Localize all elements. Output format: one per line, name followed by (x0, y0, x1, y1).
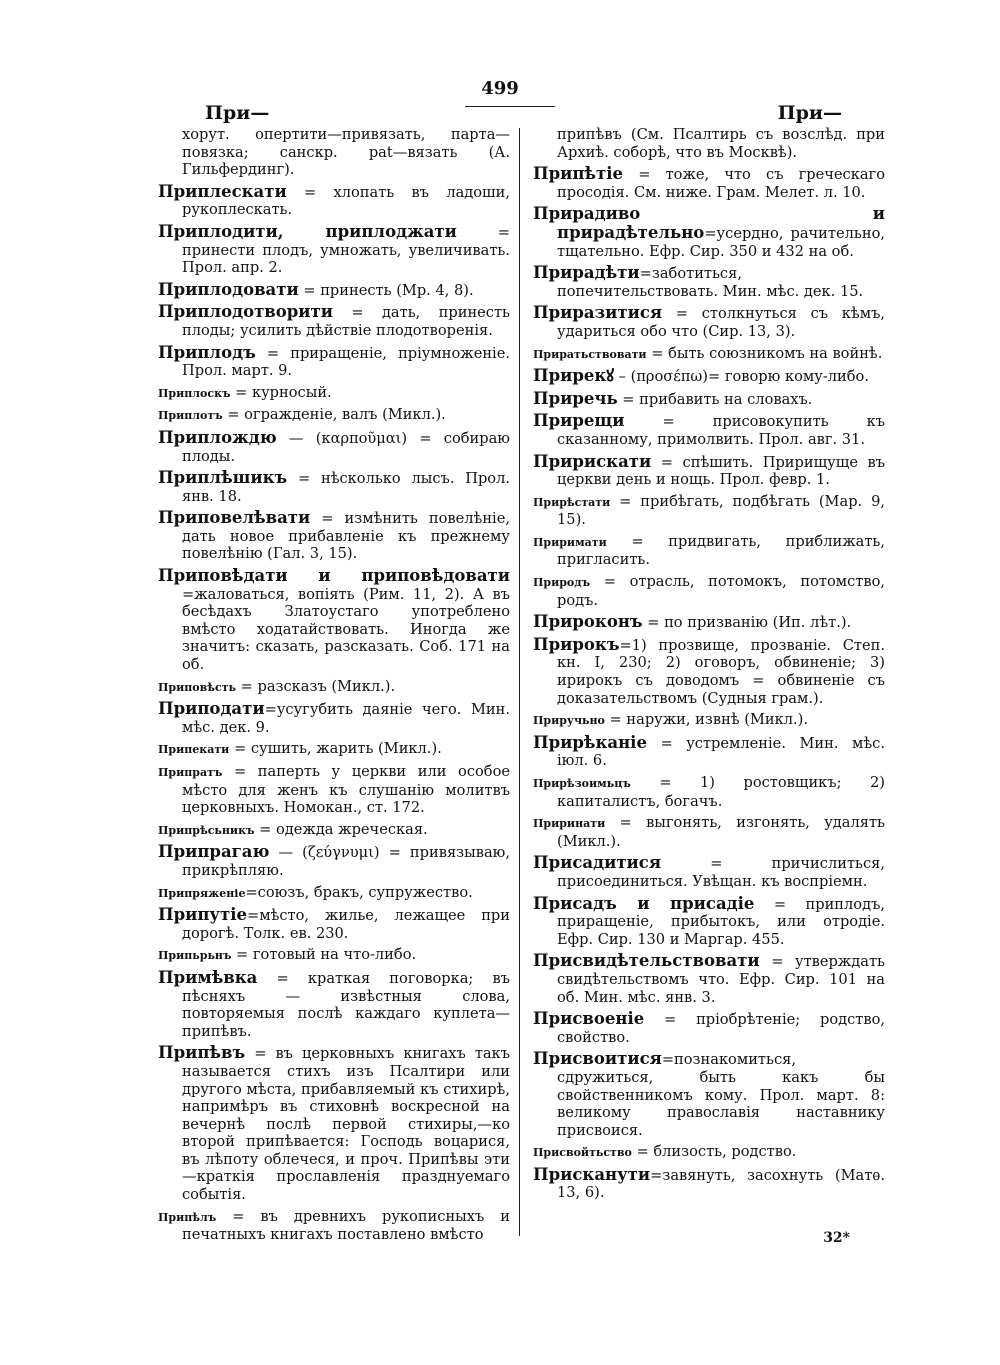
signature-mark: 32* (823, 1230, 850, 1246)
entry-definition: = краткая поговорка; въ пѣсняхъ — извѣстныя слова, повторяемыя послѣ каждаго куплета—припѣвъ. (182, 969, 510, 1040)
dictionary-entry (158, 946, 510, 965)
entry-headword: Приратьствовати (533, 347, 647, 361)
entry-definition: =завянуть, засохнуть (Матѳ. 13, 6). (557, 1166, 885, 1202)
running-head-right: При— (777, 102, 842, 124)
dictionary-entry (158, 223, 510, 277)
entry-headword: Приплѣшикъ (158, 468, 288, 488)
entry-definition: = одежда жреческая. (254, 820, 428, 838)
entry-headword: Припряженіе (158, 886, 246, 900)
entry-headword: Приподати (158, 699, 265, 719)
entry-definition: = спѣшить. Пририщуще въ церкви день и нощь. Прол. февр. 1. (557, 453, 885, 489)
dictionary-entry (533, 854, 885, 890)
dictionary-entry (533, 1143, 885, 1162)
entry-definition: = измѣнить повелѣніе, дать новое прибавленіе къ прежнему повелѣнію (Гал. 3, 15). (182, 510, 510, 563)
dictionary-entry (158, 821, 510, 840)
dictionary-entry (533, 1166, 885, 1202)
entry-definition: = дать, принесть плоды; усилить дѣйствіе плодотворенія. (182, 304, 510, 339)
entry-definition: = въ древнихъ рукописныхъ и печатныхъ книгахъ поставлено вмѣсто (182, 1207, 510, 1244)
entry-headword: Природъ (533, 576, 591, 590)
entry-definition: = приращеніе, пріумноженіе. Прол. март. 9. (182, 344, 510, 380)
entry-headword: Присвидѣтельствовати (533, 951, 760, 971)
dictionary-entry (533, 304, 885, 340)
entry-definition: = присовокупить къ сказанному, примолвить. Прол. авг. 31. (557, 413, 885, 448)
entry-definition: = готовый на что-либо. (231, 946, 417, 964)
entry-definition: – (προσέπω)= говорю кому-либо. (614, 368, 869, 386)
entry-headword: Приповелѣвати (158, 508, 311, 528)
entry-definition: = огражденіе, валъ (Микл.). (222, 406, 446, 424)
entry-definition: = близость, родство. (631, 1143, 797, 1161)
entry-definition: = хлопать въ ладоши, рукоплескать. (182, 183, 510, 219)
entry-headword: Припрѣсьникъ (158, 823, 255, 837)
dictionary-entry (533, 264, 885, 300)
dictionary-entry (158, 429, 510, 465)
entry-headword: Припекати (158, 743, 230, 757)
entry-definition: = паперть у церкви или особое мѣсто для женъ къ слушанію молитвъ церковныхъ. Номокан., ст. 172. (182, 763, 510, 817)
entry-headword: Прирокъ (533, 634, 620, 654)
entry-headword: Присвоитися (533, 1049, 662, 1069)
dictionary-entry (158, 740, 510, 759)
entry-definition: = отрасль, потомокъ, потомство, родъ. (557, 573, 885, 609)
entry-headword: Приримати (533, 535, 607, 549)
dictionary-entry (158, 469, 510, 505)
entry-headword: Присадъ и присадіе (533, 893, 755, 913)
entry-headword: Приплескати (158, 181, 287, 201)
entry-headword: Припѣтіе (533, 164, 624, 184)
entry-definition: = столкнуться съ кѣмъ, удариться обо что (Сир. 13, 3). (557, 305, 885, 340)
dictionary-entry (158, 509, 510, 563)
dictionary-entry (158, 763, 510, 817)
entry-headword: Присадитися (533, 853, 662, 873)
entry-headword: Прирѣстати (533, 495, 611, 509)
entry-headword: Приплождю (158, 427, 277, 447)
dictionary-entry (533, 367, 885, 386)
entry-definition: =познакомиться, сдружиться, быть какъ бы свойственникомъ кому. Прол. март. 8: великому православія наставнику присвоися. (557, 1051, 885, 1139)
entry-headword: Приплоскъ (158, 386, 231, 400)
dictionary-entry (533, 390, 885, 409)
column-divider (519, 128, 520, 1236)
entry-definition: =жаловаться, вопіять (Рим. 11, 2). А въ бесѣдахъ Златоустаго употреблено вмѣсто ходатайствовать. Иногда же значитъ: сказать, разсказать. Соб. 171 на об. (182, 585, 510, 674)
entry-definition: =усугубить даяніе чего. Мин. мѣс. дек. 9. (182, 701, 510, 736)
entry-definition: = выгонять, изгонять, удалять (Микл.). (557, 814, 885, 850)
entry-definition: = принесть (Мр. 4, 8). (298, 281, 474, 299)
dictionary-entry (533, 412, 885, 448)
dictionary-entry (533, 493, 885, 529)
dictionary-entry (158, 281, 510, 300)
dictionary-entry (533, 952, 885, 1006)
entry-headword: Приплодовати (158, 279, 299, 299)
entry-headword: Припѣлъ (158, 1210, 217, 1224)
dictionary-entry (533, 1010, 885, 1046)
dictionary-entry (158, 567, 510, 674)
entry-headword: Приразитися (533, 303, 663, 323)
dictionary-entry (158, 678, 510, 697)
entry-headword: Прирѣканіе (533, 732, 647, 752)
entry-definition: = пріобрѣтеніе; родство, свойство. (557, 1011, 885, 1046)
page-number: 499 (481, 78, 519, 99)
dictionary-entry (158, 303, 510, 339)
entry-headword: Припутіе (158, 905, 247, 925)
dictionary-entry (533, 165, 885, 201)
entry-definition: =1) прозвище, прозваніе. Степ. кн. I, 230; 2) оговоръ, обвиненіе; 3) ирирокъ съ доводомъ = обвиненіе съ доказательствомъ (Судныя грам.). (557, 636, 885, 707)
entry-definition: = наружи, извнѣ (Микл.). (604, 711, 808, 729)
entry-headword: Припратъ (158, 766, 223, 779)
entry-definition: = разсказъ (Микл.). (235, 677, 396, 695)
entry-headword: Припѣвъ (158, 1043, 246, 1063)
dictionary-entry (533, 613, 885, 632)
entry-headword: Прирадѣти (533, 263, 640, 283)
dictionary-entry (533, 1050, 885, 1139)
dictionary-entry (533, 711, 885, 730)
dictionary-entry (158, 700, 510, 736)
dictionary-entry (533, 205, 885, 260)
entry-definition: = приплодъ, приращеніе, прибытокъ, или отродіе. Ефр. Сир. 130 и Маргар. 455. (557, 895, 885, 948)
dictionary-entry (158, 843, 510, 879)
dictionary-entry (158, 1044, 510, 1203)
entry-definition: = принести плодъ, умножать, увеличивать. Прол. апр. 2. (182, 223, 510, 277)
entry-definition: = прибавить на словахъ. (617, 390, 813, 408)
dictionary-entry (158, 1208, 510, 1244)
dictionary-entry (158, 406, 510, 425)
left-column (158, 126, 510, 1248)
entry-definition: припѣвъ (См. Псалтирь съ возслѣд. при Архиѣ. соборѣ, что въ Москвѣ). (557, 126, 885, 161)
entry-headword: Присвоеніе (533, 1009, 645, 1029)
entry-headword: Приповѣдати и приповѣдовати (158, 566, 510, 586)
entry-definition: =союзъ, бракъ, супружество. (245, 883, 473, 901)
entry-definition: =усердно, рачительно, тщательно. Ефр. Сир. 350 и 432 на об. (557, 224, 885, 260)
dictionary-entry (533, 734, 885, 770)
entry-definition: =заботиться, попечительствовать. Мин. мѣс. дек. 15. (557, 265, 864, 300)
entry-definition: = тоже, что съ греческаго просодія. См. ниже. Грам. Мелет. л. 10. (557, 166, 885, 201)
entry-headword: Приповѣсть (158, 680, 236, 694)
entry-definition: хорут. опертити—привязать, парта— повязка; санскр. pat—вязать (А. Гильфердинг). (182, 126, 510, 179)
entry-headword: Прирекꙋ (533, 366, 615, 386)
entry-headword: Присканути (533, 1164, 651, 1184)
entry-headword: Приплодити, приплоджати (158, 221, 457, 241)
entry-definition: = устремленіе. Мин. мѣс. іюл. 6. (557, 734, 885, 770)
right-column (533, 126, 885, 1206)
dictionary-entry (158, 969, 510, 1040)
running-head-left: При— (205, 102, 270, 124)
entry-headword: Припьрьнъ (158, 949, 232, 963)
entry-definition: = причислиться, присоединиться. Увѣщан. къ воспріемн. (557, 855, 885, 890)
page-number-rule (465, 106, 555, 107)
entry-headword: Прирещи (533, 411, 625, 431)
entry-headword: Пририскати (533, 451, 652, 471)
entry-definition: — (καρποῦμαι) = собираю плоды. (182, 429, 510, 465)
dictionary-entry (533, 774, 885, 810)
entry-definition: = нѣсколько лысъ. Прол. янв. 18. (182, 470, 510, 505)
dictionary-entry (158, 126, 510, 179)
entry-headword: Приручьно (533, 714, 605, 728)
entry-definition: = быть союзникомъ на войнѣ. (646, 344, 883, 362)
entry-definition: =мѣсто, жилье, лежащее при дорогѣ. Толк. ев. 230. (182, 907, 510, 942)
entry-definition: = прибѣгать, подбѣгать (Мар. 9, 15). (557, 492, 885, 529)
entry-headword: Примѣвка (158, 967, 258, 987)
dictionary-entry (533, 453, 885, 489)
entry-definition: — (ζεύγνυμι) = привязываю, прикрѣпляю. (182, 844, 510, 879)
entry-headword: Приречь (533, 388, 618, 408)
entry-definition: = курносый. (230, 383, 332, 401)
dictionary-entry (158, 906, 510, 942)
dictionary-entry (533, 814, 885, 850)
entry-headword: Приплодъ (158, 342, 256, 362)
entry-definition: = въ церковныхъ книгахъ такъ называется стихъ изъ Псалтири или другого мѣста, прибавляемый къ стихирѣ, напримѣръ въ стиховнѣ воскресной на вечернѣ послѣ первой стихиры,—ко второй припѣвается: Господь воцарися, въ лѣпоту облечеся, и проч. Припѣвы эти—краткія прославленія празднуемаго событія. (182, 1045, 510, 1204)
entry-headword: Прирѣзоимьцъ (533, 777, 631, 790)
entry-definition: = утверждать свидѣтельствомъ что. Ефр. Сир. 101 на об. Мин. мѣс. янв. 3. (557, 953, 885, 1006)
dictionary-entry (533, 636, 885, 707)
entry-headword: Приплодотворити (158, 302, 334, 322)
dictionary-entry (533, 126, 885, 161)
dictionary-entry (158, 183, 510, 219)
dictionary-entry (158, 384, 510, 403)
entry-definition: = 1) ростовщикъ; 2) капиталистъ, богачъ. (557, 774, 885, 810)
dictionary-entry (533, 895, 885, 949)
entry-headword: Приринати (533, 817, 606, 831)
entry-headword: Прирадиво и прирадѣтельно (533, 204, 885, 242)
dictionary-entry (533, 345, 885, 364)
entry-headword: Припрагаю (158, 842, 270, 862)
dictionary-entry (533, 533, 885, 569)
entry-headword: Присвойтьство (533, 1146, 632, 1160)
entry-definition: = по призванію (Ип. лѣт.). (642, 614, 852, 632)
dictionary-entry (158, 884, 510, 903)
entry-definition: = сушить, жарить (Микл.). (229, 740, 442, 758)
entry-definition: = придвигать, приближать, пригласить. (557, 532, 885, 569)
entry-headword: Прироконъ (533, 612, 643, 632)
dictionary-entry (533, 573, 885, 609)
entry-headword: Приплотъ (158, 409, 223, 423)
dictionary-entry (158, 344, 510, 380)
